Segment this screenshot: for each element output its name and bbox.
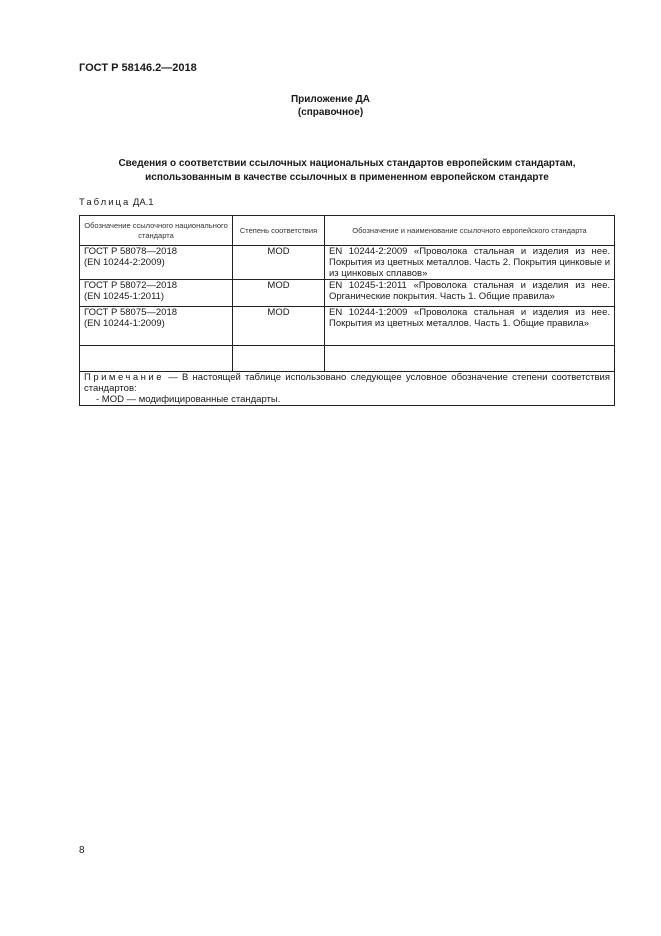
table-note <box>80 372 615 406</box>
note-item: - MOD — модифицированные стандарты. <box>96 394 281 405</box>
correspondence-table <box>79 215 615 406</box>
national-standard-cell <box>80 280 233 307</box>
table-caption-number: ДА.1 <box>132 197 154 208</box>
table-empty-row <box>80 346 615 372</box>
empty-cell <box>233 346 325 372</box>
degree-cell: MOD <box>233 246 325 280</box>
degree-cell: MOD <box>233 280 325 307</box>
table-header-row <box>80 216 615 246</box>
page-number: 8 <box>79 845 85 856</box>
annex-title: Приложение ДА <box>290 94 371 105</box>
section-title-line-1: Сведения о соответствии ссылочных национальных стандартов европейским стандартам, <box>118 158 576 169</box>
table-caption-prefix: Таблица <box>79 197 131 208</box>
table-note-row <box>80 372 615 406</box>
table-row <box>80 307 615 346</box>
national-standard-code: ГОСТ Р 58078—2018 <box>84 246 178 257</box>
document-code: ГОСТ Р 58146.2—2018 <box>79 62 197 74</box>
empty-cell <box>80 346 233 372</box>
national-standard-code: ГОСТ Р 58075—2018 <box>84 307 178 318</box>
table-caption <box>79 197 154 208</box>
european-equivalent-code: (EN 10244-2:2009) <box>84 257 165 268</box>
annex-heading <box>0 93 661 119</box>
european-equivalent-code: (EN 10245-1:2011) <box>84 291 165 302</box>
national-standard-code: ГОСТ Р 58072—2018 <box>84 280 178 291</box>
national-standard-cell <box>80 246 233 280</box>
european-standard-cell: EN 10245-1:2011 «Проволока стальная и изделия из нее. Органические покрытия. Часть 1. Общие правила» <box>325 280 615 307</box>
header-degree: Степень соответствия <box>233 216 325 246</box>
note-text: — В настоящей таблице использовано следующее условное обозначение степени соответствия стандартов: <box>84 372 610 394</box>
empty-cell <box>325 346 615 372</box>
table-row <box>80 280 615 307</box>
european-standard-cell: EN 10244-2:2009 «Проволока стальная и изделия из нее. Покрытия из цветных металлов. Часть 2. Покрытия цинковые и из цинковых сплавов» <box>325 246 615 280</box>
european-equivalent-code: (EN 10244-1:2009) <box>84 318 165 329</box>
annex-subtitle: (справочное) <box>297 107 364 118</box>
header-european-standard: Обозначение и наименование ссылочного европейского стандарта <box>325 216 615 246</box>
table-row <box>80 246 615 280</box>
section-title-line-2: использованным в качестве ссылочных в примененном европейском стандарте <box>145 172 549 183</box>
section-title <box>79 157 615 185</box>
header-national-standard: Обозначение ссылочного национального стандарта <box>80 216 233 246</box>
note-label: Примечание <box>84 372 164 383</box>
european-standard-cell: EN 10244-1:2009 «Проволока стальная и изделия из нее. Покрытия из цветных металлов. Часть 1. Общие правила» <box>325 307 615 346</box>
national-standard-cell <box>80 307 233 346</box>
degree-cell: MOD <box>233 307 325 346</box>
